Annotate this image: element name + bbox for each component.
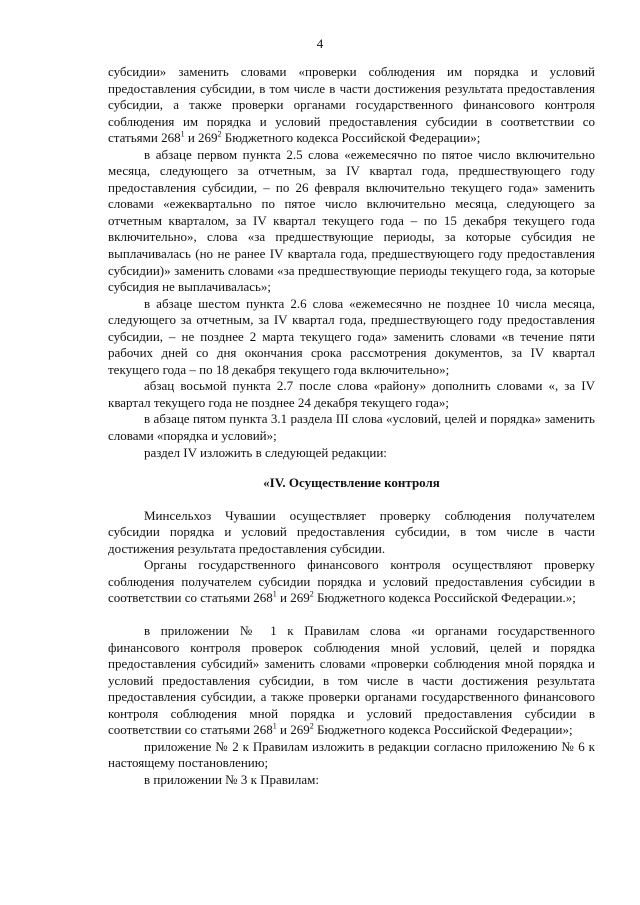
superscript: 2 [217, 129, 222, 139]
text-fragment: Бюджетного кодекса Российской Федерации»; [313, 722, 573, 738]
text-fragment: и 269 [276, 590, 310, 606]
text-fragment: Бюджетного кодекса Российской Федерации»; [221, 130, 481, 146]
paragraph-section-iv-intro: раздел IV изложить в следующей редакции: [144, 444, 387, 460]
paragraph-appendix-3: в приложении № 3 к Правилам: [144, 771, 319, 787]
text-fragment: Бюджетного кодекса Российской Федерации.»; [313, 590, 576, 606]
paragraph-point-3-1: в абзаце пятом пункта 3.1 раздела III слова «условий, целей и порядка» заменить словами «порядка и условий»; [108, 411, 595, 444]
paragraph-point-2-6: в абзаце шестом пункта 2.6 слова «ежемесячно не позднее 10 числа месяца, следующего за отчетным, за IV квартал года, предшествующего году предоставления субсидии, – не позднее 2 марта текущего года» заменить словами «в течение пяти рабочих дней со дня окончания срока рассмотрения документов, за IV квартал текущего года – по 18 декабря текущего года включительно»; [108, 295, 595, 377]
paragraph-control-financial [108, 557, 595, 607]
superscript: 1 [272, 721, 277, 731]
paragraph-continuation [108, 64, 595, 147]
text-fragment: и 269 [184, 130, 218, 146]
superscript: 1 [180, 129, 185, 139]
text-fragment: и 269 [276, 722, 310, 738]
paragraph-point-2-7: абзац восьмой пункта 2.7 после слова «району» дополнить словами «, за IV квартал текущего года не позднее 24 декабря текущего года»; [108, 378, 595, 410]
paragraph-point-2-5: в абзаце первом пункта 2.5 слова «ежемесячно по пятое число включительно месяца, следующего за отчетным, за IV квартал года, предшествующего году предоставления субсидии, – по 26 февраля включительно текущего года» заменить словами «ежеквартально по пятое число включительно месяца, следующего за отчетным кварталом, за IV квартал текущего года – по 15 декабря текущего года включительно», слова «за предшествующие периоды, за которые субсидия не выплачивалась (но не ранее IV квартала года, предшествующего году предоставления субсидии)» заменить словами «за предшествующие периоды текущего года, за которые субсидия не выплачивалась»; [108, 146, 595, 295]
paragraph-control-ministry: Минсельхоз Чувашии осуществляет проверку соблюдения получателем субсидии порядка и условий предоставления субсидии, в том числе в части достижения результата предоставления субсидии. [108, 507, 595, 556]
text-fragment: Органы государственного финансового контроля осуществляют проверку соблюдения получателем субсидии порядка и условий предоставления субсидии в соответствии со статьями 268 [108, 557, 595, 606]
superscript: 2 [309, 590, 314, 600]
section-heading: «IV. Осуществление контроля [263, 475, 440, 491]
document-body [108, 64, 595, 788]
paragraph-appendix-2: приложение № 2 к Правилам изложить в редакции согласно приложению № 6 к настоящему постановлению; [108, 738, 595, 771]
page-number: 4 [316, 36, 324, 51]
paragraph-appendix-1 [108, 623, 595, 739]
superscript: 1 [272, 590, 277, 600]
text-fragment: в приложении № 1 к Правилам слова «и органами государственного финансового контроля проверок соблюдения мной условий, целей и порядка предоставления субсидий» заменить словами «проверки соблюдения мной порядка и условий предоставления субсидии, в том числе в части достижения результата предоставления субсидии, а также проверки органами государственного финансового контроля соблюдения мной порядка и условий предоставления субсидии в соответствии со статьями 268 [108, 622, 595, 738]
text-fragment: субсидии» заменить словами «проверки соблюдения им порядка и условий предоставления субсидии, в том числе в части достижения результата предоставления субсидии, а также проверки органами государственного финансового контроля соблюдения им порядка и условий предоставления субсидии в соответствии со статьями 268 [108, 64, 595, 146]
superscript: 2 [309, 721, 314, 731]
